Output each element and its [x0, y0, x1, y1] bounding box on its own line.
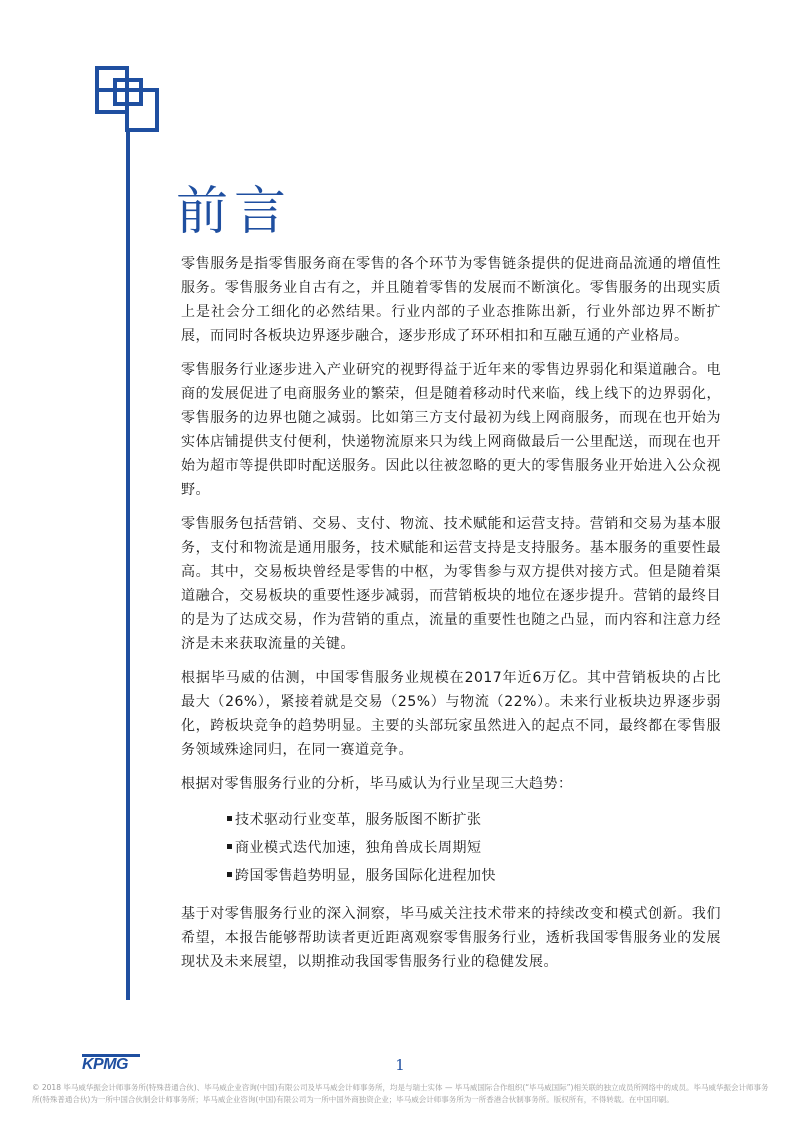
kpmg-square-logo-icon	[95, 66, 163, 134]
list-item: 商业模式迭代加速，独角兽成长周期短	[227, 834, 721, 862]
page-number: 1	[395, 1056, 405, 1074]
bullet-icon	[227, 816, 232, 821]
paragraph-5: 根据对零售服务行业的分析，毕马威认为行业呈现三大趋势：	[181, 776, 573, 792]
bullet-icon	[227, 844, 232, 849]
paragraph-3: 零售服务包括营销、交易、支付、物流、技术赋能和运营支持。营销和交易为基本服务，支付和物流是通用服务，技术赋能和运营支持是支持服务。基本服务的重要性最高。其中，交易板块曾经是零售的中枢，为零售参与双方提供对接方式。但是随着渠道融合，交易板块的重要性逐步减弱，而营销板块的地位在逐步提升。营销的最终目的是为了达成交易，作为营销的重点，流量的重要性也随之凸显，而内容和注意力经济是未来获取流量的关键。	[181, 516, 721, 652]
paragraph-1: 零售服务是指零售服务商在零售的各个环节为零售链条提供的促进商品流通的增值性服务。零售服务业自古有之，并且随着零售的发展而不断演化。零售服务的出现实质上是社会分工细化的必然结果。行业内部的子业态推陈出新，行业外部边界不断扩展，而同时各板块边界逐步融合，逐步形成了环环相扣和互融互通的产业格局。	[181, 256, 721, 344]
kpmg-logo: KPMG	[82, 1056, 128, 1073]
page-title: 前言	[176, 181, 293, 242]
trend-list	[181, 806, 721, 890]
copyright-footer: © 2018 毕马威华振会计师事务所(特殊普通合伙)、毕马威企业咨询(中国)有限公司及毕马威会计师事务所，均是与瑞士实体 — 毕马威国际合作组织(“毕马威国际”)相关联的独立成员所网络中的成员。毕马威华振会计师事务所(特殊普通合伙)为一所中国合伙制会计师事务所；毕马威企业咨询(中国)有限公司为一所中国外商独资企业；毕马威会计师事务所为一所香港合伙制事务所。版权所有，不得转载。在中国印刷。	[32, 1083, 769, 1104]
list-item: 技术驱动行业变革，服务版图不断扩张	[227, 806, 721, 834]
closing-paragraph: 基于对零售服务行业的深入洞察，毕马威关注技术带来的持续改变和模式创新。我们希望，本报告能够帮助读者更近距离观察零售服务行业，透析我国零售服务业的发展现状及未来展望，以期推动我国零售服务行业的稳健发展。	[181, 906, 721, 970]
bullet-icon	[227, 872, 232, 877]
list-item: 跨国零售趋势明显，服务国际化进程加快	[227, 862, 721, 890]
body-text	[181, 252, 721, 984]
paragraph-2: 零售服务行业逐步进入产业研究的视野得益于近年来的零售边界弱化和渠道融合。电商的发展促进了电商服务业的繁荣，但是随着移动时代来临，线上线下的边界弱化，零售服务的边界也随之减弱。比如第三方支付最初为线上网商服务，而现在也开始为实体店铺提供支付便利，快递物流原来只为线上网商做最后一公里配送，而现在也开始为超市等提供即时配送服务。因此以往被忽略的更大的零售服务业开始进入公众视野。	[181, 362, 721, 498]
paragraph-4: 根据毕马威的估测，中国零售服务业规模在2017年近6万亿。其中营销板块的占比最大（26%），紧接着就是交易（25%）与物流（22%）。未来行业板块边界逐步弱化，跨板块竞争的趋势明显。主要的头部玩家虽然进入的起点不同，最终都在零售服务领域殊途同归，在同一赛道竞争。	[181, 670, 721, 758]
vertical-accent-line	[126, 132, 130, 1000]
